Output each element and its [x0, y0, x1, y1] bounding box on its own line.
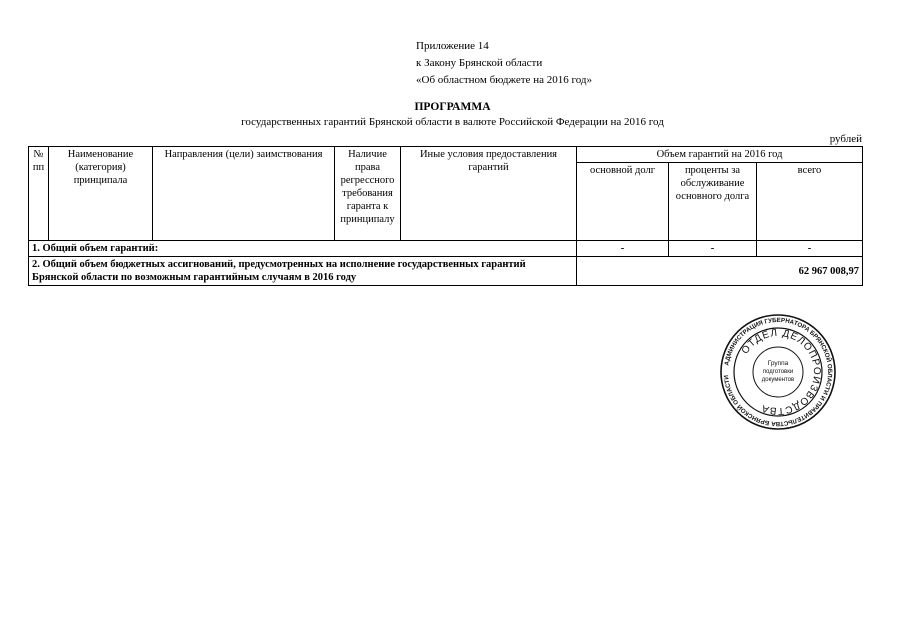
row1-label: 1. Общий объем гарантий:: [29, 241, 577, 257]
stamp-ring-text: ОТДЕЛ ДЕЛОПРОИЗВОДСТВА: [739, 327, 823, 417]
stamp-center-line2: подготовки: [762, 369, 794, 375]
guarantees-table: [28, 146, 863, 286]
table-row-total-guarantees: [29, 241, 863, 257]
header-row-1: [29, 147, 863, 163]
stamp-center-line3: документов: [761, 377, 795, 383]
table-row-budget-allocations: [29, 257, 863, 286]
document-subtitle: государственных гарантий Брянской области в валюте Российской Федерации на 2016 год: [241, 116, 664, 128]
stamp-center-line1: Группа: [767, 360, 789, 367]
row1-interest: -: [669, 241, 757, 257]
appendix-law-title: «Об областном бюджете на 2016 год»: [416, 74, 592, 86]
header-regress: Наличие права регрессного требования гаранта к принципалу: [335, 147, 401, 241]
document-title: ПРОГРАММА: [414, 101, 491, 113]
header-interest: проценты за обслуживание основного долга: [669, 163, 757, 241]
appendix-header: [416, 38, 592, 89]
header-num: № пп: [29, 147, 49, 241]
row1-principal: -: [577, 241, 669, 257]
header-principal-name: Наименование (категория) принципала: [49, 147, 153, 241]
currency-units: рублей: [829, 133, 862, 145]
row1-total: -: [757, 241, 863, 257]
row2-total: 62 967 008,97: [577, 257, 863, 286]
header-volume: Объем гарантий на 2016 год: [577, 147, 863, 163]
appendix-law: к Закону Брянской области: [416, 57, 543, 69]
stamp-seal-icon: [719, 313, 837, 431]
official-stamp: [719, 313, 837, 431]
stamp-outer-text: АДМИНИСТРАЦИЯ ГУБЕРНАТОРА БРЯНСКОЙ ОБЛАСТИ И ПРАВИТЕЛЬСТВА БРЯНСКОЙ ОБЛАСТИ: [723, 316, 834, 428]
header-total: всего: [757, 163, 863, 241]
header-principal-debt: основной долг: [577, 163, 669, 241]
header-conditions: Иные условия предоставления гарантий: [401, 147, 577, 241]
row2-label: 2. Общий объем бюджетных ассигнований, предусмотренных на исполнение государственных гарантий Брянской области по возможным гарантийным случаям в 2016 году: [29, 257, 577, 286]
header-purpose: Направления (цели) заимствования: [153, 147, 335, 241]
appendix-number: Приложение 14: [416, 40, 489, 52]
